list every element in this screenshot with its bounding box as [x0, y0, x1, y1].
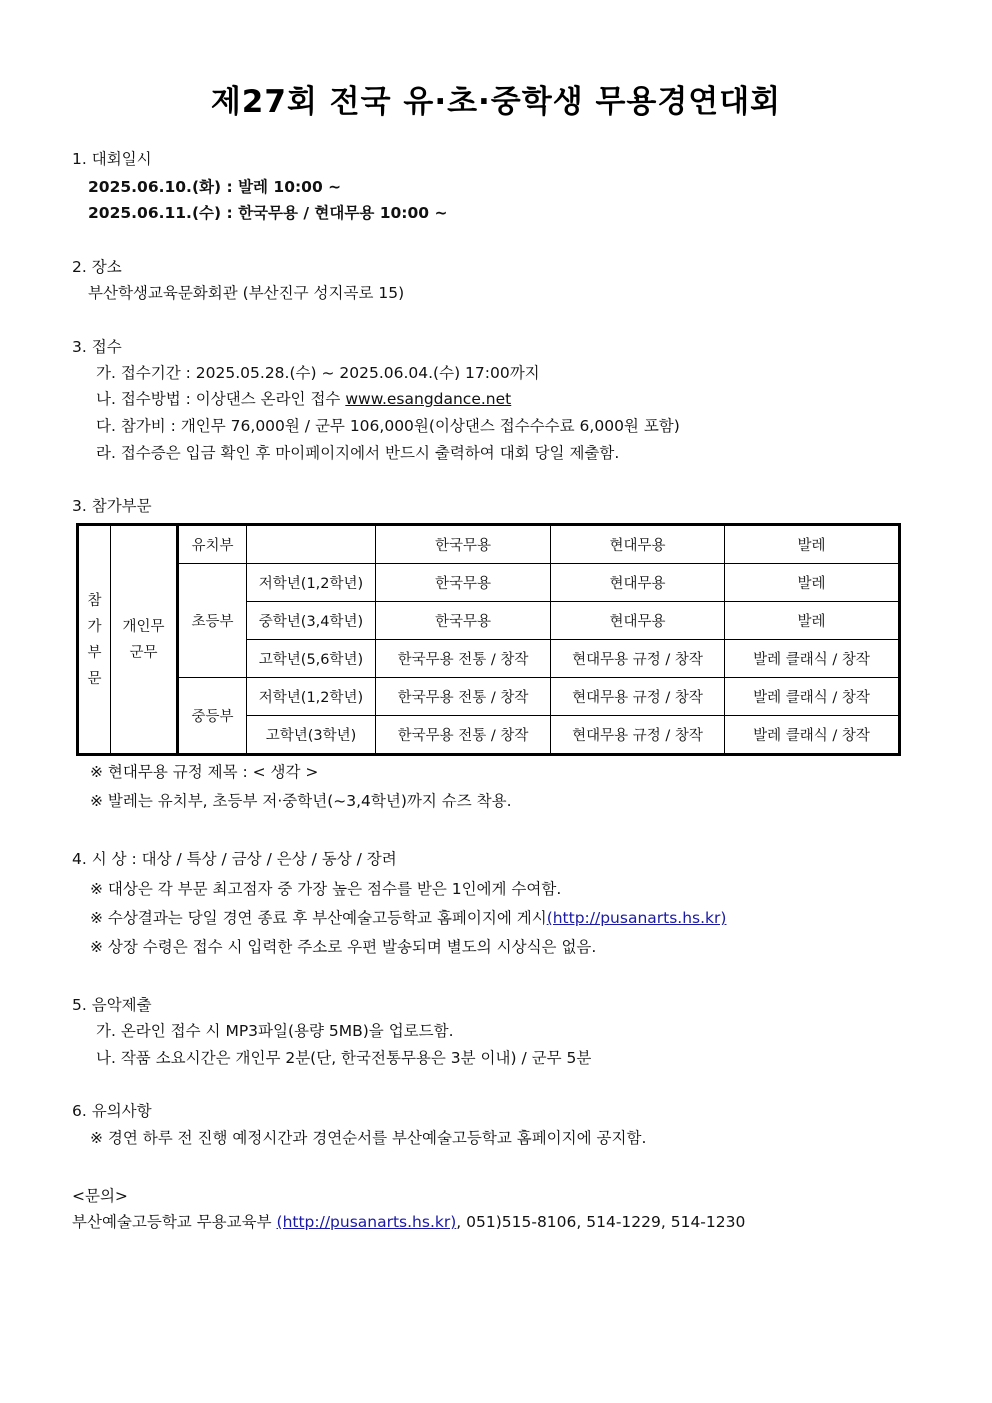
table-row	[78, 525, 900, 564]
modern-dance-cell: 현대무용	[551, 602, 725, 640]
contact-org: 부산예술고등학교 무용교육부	[72, 1213, 277, 1231]
categories-heading: 3. 참가부문	[72, 497, 152, 515]
venue-line: 부산학생교육문화회관 (부산진구 성지곡로 15)	[88, 284, 405, 302]
grade-cell: 중학년(3,4학년)	[247, 602, 376, 640]
grade-cell	[247, 525, 376, 564]
registration-method	[96, 387, 511, 409]
modern-dance-cell: 현대무용 규정 / 창작	[551, 640, 725, 678]
modern-dance-cell: 현대무용 규정 / 창작	[551, 716, 725, 755]
grade-cell: 저학년(1,2학년)	[247, 564, 376, 602]
section-2-heading: 2. 장소	[72, 258, 122, 276]
registration-method-label: 나. 접수방법 : 이상댄스 온라인 접수	[96, 390, 346, 408]
contact-phones: , 051)515-8106, 514-1229, 514-1230	[456, 1213, 746, 1231]
notice-line: ※ 경연 하루 전 진행 예정시간과 경연순서를 부산예술고등학교 홈페이지에 공지함.	[90, 1129, 647, 1147]
contact-line	[72, 1210, 745, 1232]
ballet-cell: 발레 클래식 / 창작	[725, 716, 900, 755]
division-elementary: 초등부	[178, 564, 247, 678]
schedule-line-2: 2025.06.11.(수) : 한국무용 / 현대무용 10:00 ~	[88, 204, 448, 222]
korean-dance-cell: 한국무용 전통 / 창작	[376, 678, 551, 716]
ballet-cell: 발레 클래식 / 창작	[725, 678, 900, 716]
table-row	[78, 678, 900, 716]
ballet-shoes-note: ※ 발레는 유치부, 초등부 저·중학년(~3,4학년)까지 슈즈 착용.	[90, 792, 512, 810]
performance-time-note: 나. 작품 소요시간은 개인무 2분(단, 한국전통무용은 3분 이내) / 군무 5분	[96, 1049, 592, 1067]
grade-cell: 저학년(1,2학년)	[247, 678, 376, 716]
entry-type-cell: 개인무 군무	[111, 525, 178, 755]
categories-table	[76, 523, 901, 756]
modern-dance-cell: 현대무용	[551, 564, 725, 602]
korean-dance-cell: 한국무용 전통 / 창작	[376, 640, 551, 678]
registration-receipt-note: 라. 접수증은 입금 확인 후 마이페이지에서 반드시 출력하여 대회 당일 제출함.	[96, 444, 620, 462]
category-label-cell: 참 가 부 문	[78, 525, 111, 755]
certificate-note: ※ 상장 수령은 접수 시 입력한 주소로 우편 발송되며 별도의 시상식은 없음.	[90, 938, 597, 956]
grand-prize-note: ※ 대상은 각 부문 최고점자 중 가장 높은 점수를 받은 1인에게 수여함.	[90, 880, 562, 898]
korean-dance-cell: 한국무용	[376, 602, 551, 640]
notice-heading: 6. 유의사항	[72, 1102, 152, 1120]
ballet-cell: 발레	[725, 564, 900, 602]
grade-cell: 고학년(3학년)	[247, 716, 376, 755]
entry-fee: 다. 참가비 : 개인무 76,000원 / 군무 106,000원(이상댄스 접수수수료 6,000원 포함)	[96, 417, 680, 435]
results-note	[90, 906, 726, 928]
results-note-text: ※ 수상결과는 당일 경연 종료 후 부산예술고등학교 홈페이지에 게시	[90, 909, 547, 927]
grade-cell: 고학년(5,6학년)	[247, 640, 376, 678]
ballet-cell: 발레 클래식 / 창작	[725, 640, 900, 678]
awards-heading: 4. 시 상 : 대상 / 특상 / 금상 / 은상 / 동상 / 장려	[72, 850, 397, 868]
section-3-heading: 3. 접수	[72, 338, 122, 356]
modern-dance-title-note: ※ 현대무용 규정 제목 : < 생각 >	[90, 763, 319, 781]
ballet-cell: 발레	[725, 525, 900, 564]
division-middle: 중등부	[178, 678, 247, 755]
registration-period: 가. 접수기간 : 2025.05.28.(수) ~ 2025.06.04.(수) 17:00까지	[96, 364, 540, 382]
division-kinder: 유치부	[178, 525, 247, 564]
music-heading: 5. 음악제출	[72, 996, 152, 1014]
ballet-cell: 발레	[725, 602, 900, 640]
contact-heading: <문의>	[72, 1187, 128, 1205]
korean-dance-cell: 한국무용 전통 / 창작	[376, 716, 551, 755]
modern-dance-cell: 현대무용 규정 / 창작	[551, 678, 725, 716]
esangdance-link[interactable]: www.esangdance.net	[345, 390, 512, 408]
schedule-line-1: 2025.06.10.(화) : 발레 10:00 ~	[88, 178, 342, 196]
section-1-heading: 1. 대회일시	[72, 150, 152, 168]
korean-dance-cell: 한국무용	[376, 525, 551, 564]
modern-dance-cell: 현대무용	[551, 525, 725, 564]
pusanarts-link[interactable]: (http://pusanarts.hs.kr)	[546, 909, 727, 927]
contact-website-link[interactable]: (http://pusanarts.hs.kr)	[276, 1213, 457, 1231]
table-row	[78, 564, 900, 602]
page-title: 제27회 전국 유·초·중학생 무용경연대회	[210, 84, 782, 120]
music-upload-note: 가. 온라인 접수 시 MP3파일(용량 5MB)을 업로드함.	[96, 1022, 454, 1040]
korean-dance-cell: 한국무용	[376, 564, 551, 602]
